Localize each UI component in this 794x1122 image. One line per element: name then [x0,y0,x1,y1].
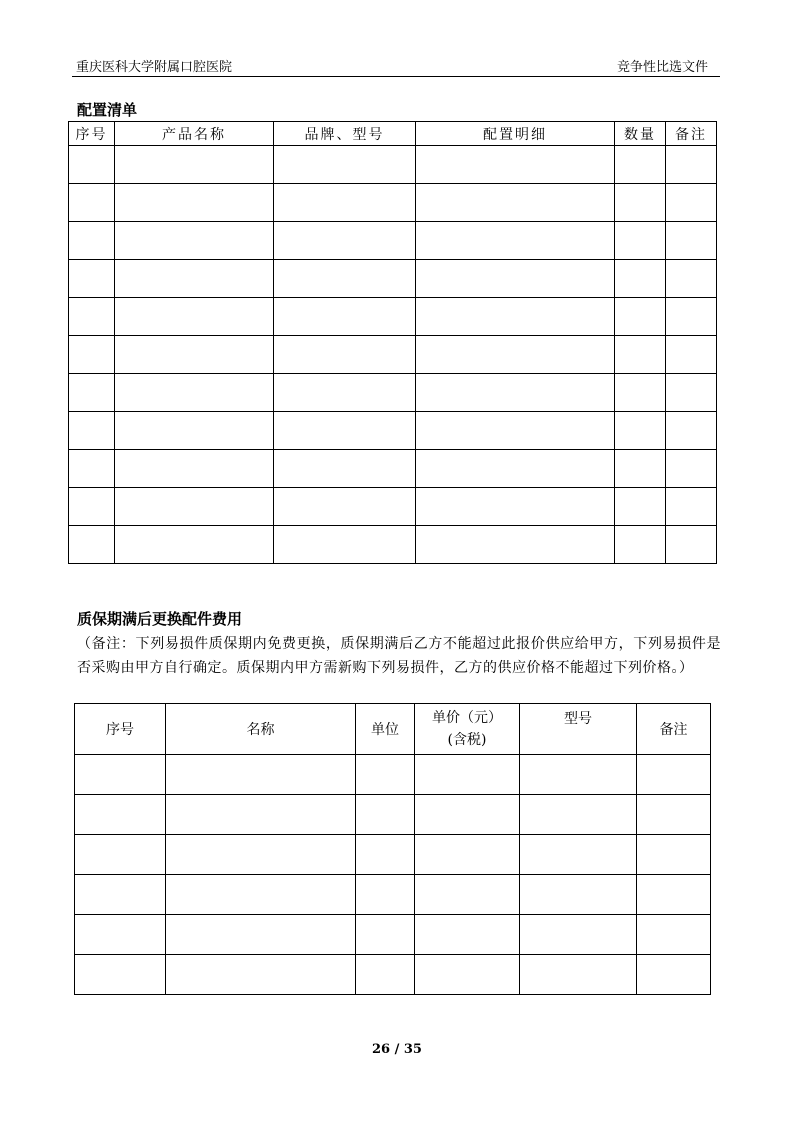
config-cell[interactable] [69,146,115,184]
parts-header-row [75,704,711,755]
col-header-config-detail: 配置明细 [416,122,615,146]
config-cell[interactable] [666,412,717,450]
parts-cell[interactable] [75,875,166,915]
col-header-product-name: 产品名称 [115,122,274,146]
config-cell[interactable] [115,146,274,184]
config-cell[interactable] [666,450,717,488]
parts-cell[interactable] [166,755,356,795]
config-cell[interactable] [416,374,615,412]
parts-cell[interactable] [637,955,711,995]
parts-cell[interactable] [75,795,166,835]
config-cell[interactable] [615,260,666,298]
config-cell[interactable] [274,146,416,184]
parts-cell[interactable] [520,955,637,995]
parts-cell[interactable] [166,875,356,915]
config-header-row [69,122,717,146]
parts-cell[interactable] [520,915,637,955]
col-header-model: 型号 [520,704,637,755]
config-cell[interactable] [416,336,615,374]
header-document-type: 竞争性比选文件 [616,60,708,75]
parts-cell[interactable] [637,835,711,875]
col-header-brand-model: 品牌、型号 [274,122,416,146]
parts-cell[interactable] [415,875,520,915]
col-header-unit: 单位 [356,704,415,755]
table-row [69,374,717,412]
config-list-table [68,121,717,564]
table-row [69,146,717,184]
config-cell[interactable] [115,184,274,222]
config-cell[interactable] [416,222,615,260]
config-cell[interactable] [416,260,615,298]
table-row [69,450,717,488]
config-cell[interactable] [666,374,717,412]
config-cell[interactable] [615,412,666,450]
table-row [69,488,717,526]
parts-cell[interactable] [356,835,415,875]
config-cell[interactable] [274,488,416,526]
parts-cell[interactable] [356,755,415,795]
config-cell[interactable] [615,222,666,260]
config-cell[interactable] [69,374,115,412]
config-cell[interactable] [274,374,416,412]
unit-price-label: 单价（元） [432,710,502,726]
parts-cell[interactable] [415,955,520,995]
table-row [75,875,711,915]
config-cell[interactable] [666,298,717,336]
config-cell[interactable] [615,374,666,412]
table-row [69,526,717,564]
config-cell[interactable] [69,450,115,488]
col-header-remark: 备注 [666,122,717,146]
parts-cell[interactable] [75,755,166,795]
page-number: 26 / 35 [372,1042,422,1057]
config-cell[interactable] [666,146,717,184]
parts-cell[interactable] [166,915,356,955]
tax-included-label: (含税) [447,732,487,748]
table-row [69,298,717,336]
parts-cell[interactable] [520,795,637,835]
config-cell[interactable] [69,412,115,450]
header-divider [72,76,720,77]
parts-cell[interactable] [520,875,637,915]
col-header-quantity: 数量 [615,122,666,146]
config-cell[interactable] [115,298,274,336]
config-cell[interactable] [274,298,416,336]
config-cell[interactable] [115,526,274,564]
config-cell[interactable] [69,336,115,374]
parts-cell[interactable] [356,875,415,915]
parts-cell[interactable] [75,915,166,955]
table-row [75,835,711,875]
config-cell[interactable] [69,184,115,222]
parts-cell[interactable] [637,915,711,955]
spare-parts-table [74,703,711,995]
config-cell[interactable] [115,374,274,412]
config-cell[interactable] [666,488,717,526]
config-cell[interactable] [666,222,717,260]
table-row [75,755,711,795]
table-row [69,222,717,260]
parts-cell[interactable] [356,915,415,955]
config-list-title: 配置清单 [77,101,138,119]
parts-cell[interactable] [415,795,520,835]
config-cell[interactable] [274,336,416,374]
config-cell[interactable] [615,526,666,564]
spare-parts-title: 质保期满后更换配件费用 [77,610,243,628]
config-cell[interactable] [115,260,274,298]
config-cell[interactable] [416,298,615,336]
config-cell[interactable] [666,260,717,298]
config-cell[interactable] [115,488,274,526]
table-row [69,412,717,450]
config-cell[interactable] [666,184,717,222]
header-hospital-name: 重庆医科大学附属口腔医院 [76,60,233,75]
config-cell[interactable] [416,184,615,222]
table-row [75,795,711,835]
col-header-unit-price [415,704,520,755]
parts-cell[interactable] [356,955,415,995]
config-cell[interactable] [274,184,416,222]
config-cell[interactable] [115,412,274,450]
col-header-seq: 序号 [69,122,115,146]
config-cell[interactable] [115,222,274,260]
spare-parts-note: （备注：下列易损件质保期内免费更换，质保期满后乙方不能超过此报价供应给甲方，下列易损件是否采购由甲方自行确定。质保期内甲方需新购下列易损件，乙方的供应价格不能超过下列价格。） [77,636,721,676]
parts-cell[interactable] [166,835,356,875]
config-cell[interactable] [615,450,666,488]
table-row [69,184,717,222]
config-cell[interactable] [115,336,274,374]
config-cell[interactable] [115,450,274,488]
config-cell[interactable] [615,336,666,374]
parts-cell[interactable] [415,915,520,955]
parts-cell[interactable] [637,875,711,915]
col-header-name: 名称 [166,704,356,755]
parts-cell[interactable] [637,795,711,835]
config-cell[interactable] [615,298,666,336]
parts-cell[interactable] [166,795,356,835]
config-cell[interactable] [274,222,416,260]
config-cell[interactable] [274,450,416,488]
parts-cell[interactable] [415,835,520,875]
table-row [69,260,717,298]
config-cell[interactable] [416,526,615,564]
config-cell[interactable] [615,146,666,184]
config-cell[interactable] [416,146,615,184]
col-header-remark: 备注 [637,704,711,755]
config-cell[interactable] [416,488,615,526]
config-cell[interactable] [69,260,115,298]
config-cell[interactable] [274,526,416,564]
config-cell[interactable] [416,450,615,488]
config-cell[interactable] [69,298,115,336]
parts-cell[interactable] [520,755,637,795]
parts-cell[interactable] [637,755,711,795]
parts-cell[interactable] [166,955,356,995]
table-row [75,955,711,995]
parts-cell[interactable] [520,835,637,875]
parts-cell[interactable] [75,955,166,995]
config-cell[interactable] [615,184,666,222]
parts-cell[interactable] [356,795,415,835]
config-cell[interactable] [274,260,416,298]
config-cell[interactable] [666,526,717,564]
config-cell[interactable] [69,526,115,564]
config-cell[interactable] [416,412,615,450]
config-cell[interactable] [615,488,666,526]
config-cell[interactable] [666,336,717,374]
parts-cell[interactable] [75,835,166,875]
col-header-seq: 序号 [75,704,166,755]
config-cell[interactable] [69,488,115,526]
parts-cell[interactable] [415,755,520,795]
table-row [75,915,711,955]
config-cell[interactable] [69,222,115,260]
config-cell[interactable] [274,412,416,450]
table-row [69,336,717,374]
